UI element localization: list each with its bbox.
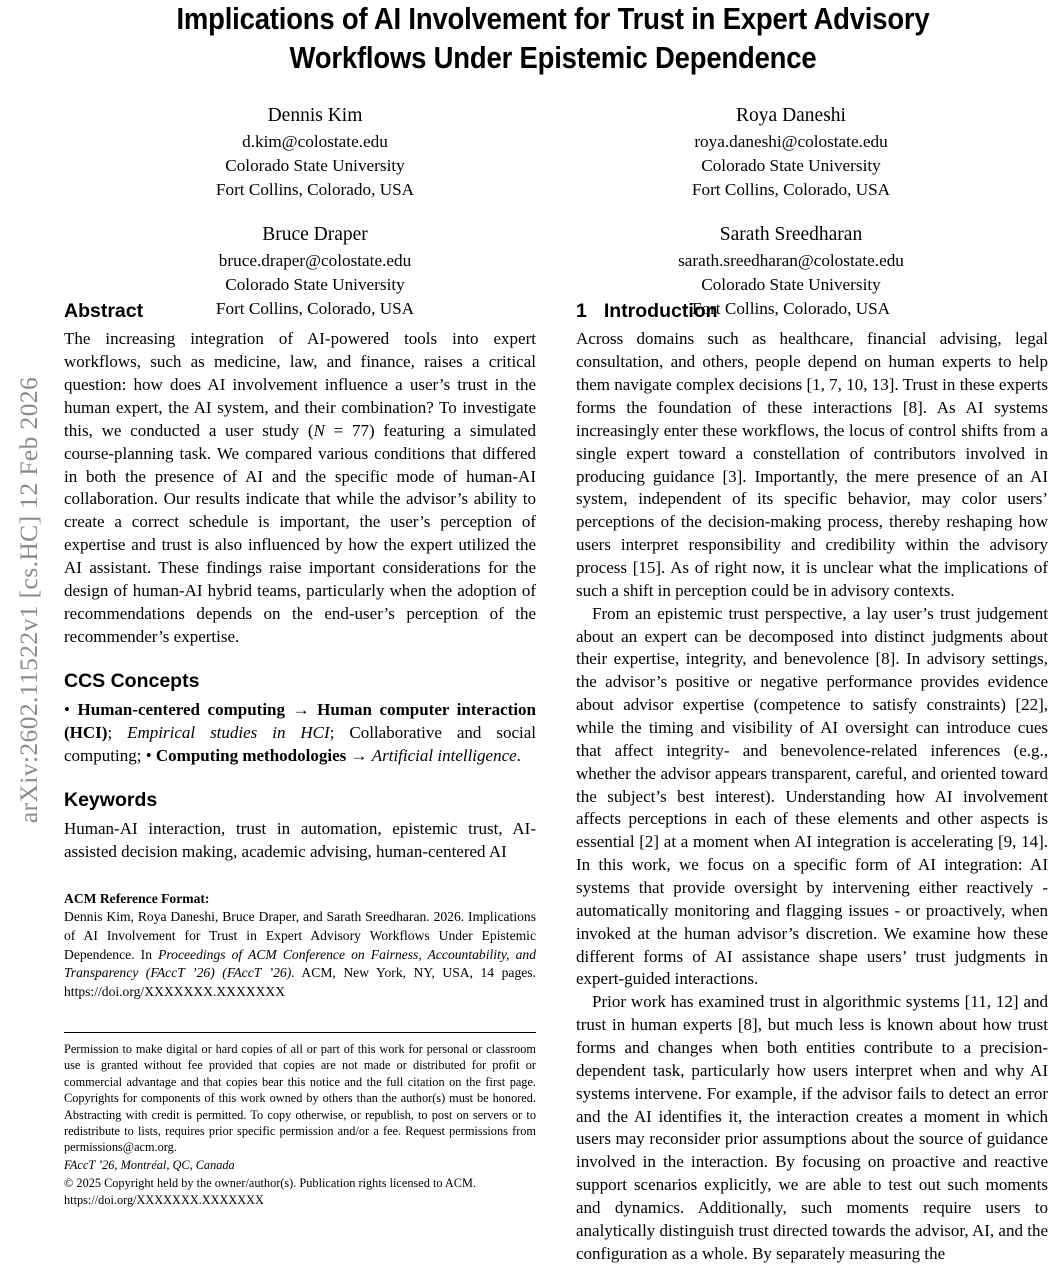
copyright-line: © 2025 Copyright held by the owner/author(s). Publication rights licensed to ACM. xyxy=(64,1176,477,1191)
ccs-bold-c: Computing methodologies xyxy=(155,745,347,765)
author-entry xyxy=(77,102,553,221)
introduction-paragraph-1: Across domains such as healthcare, financial advising, legal consultation, and others, people depend on human experts to help them navigate complex decisions [1, 7, 10, 13]. Trust in these experts forms the foundation of these interactions [8]. As AI systems increasingly enter these workflows, the locus of control shifts from a single expert toward a constellation of contributors involved in producing guidance [3]. Importantly, the mere presence of an AI system, independent of its specific behavior, may color users’ perceptions of the decision-making process, thereby reshaping how users interpret responsibility and credibility within the advisory process [15]. As of right now, it is unclear what the implications of such a shift in perception could be in advisory contexts. xyxy=(576,329,1048,600)
acm-reference-format xyxy=(64,890,536,1002)
author-email[interactable]: sarath.sreedharan@colostate.edu xyxy=(678,250,904,270)
keywords-text: Human-AI interaction, trust in automation, epistemic trust, AI-assisted decision making, academic advising, human-centered AI xyxy=(64,818,536,861)
ccs-bullet-2: • xyxy=(145,745,152,765)
author-email[interactable]: bruce.draper@colostate.edu xyxy=(218,250,412,270)
arxiv-stamp-text: arXiv:2602.11522v1 [cs.HC] 12 Feb 2026 xyxy=(14,376,43,824)
ccs-bold-a: Human-centered computing xyxy=(77,699,286,719)
author-affiliation: Colorado State University xyxy=(701,155,881,175)
ccs-tail-2: . xyxy=(516,745,521,765)
venue-line: FAccT ’26, Montréal, QC, Canada xyxy=(64,1157,235,1172)
doi-link[interactable]: https://doi.org/XXXXXXX.XXXXXXX xyxy=(64,1193,264,1208)
ccs-italic-1: Empirical studies in HCI xyxy=(127,722,330,742)
acm-reference-heading: ACM Reference Format: xyxy=(64,890,210,906)
spacer xyxy=(64,767,536,789)
introduction-paragraph-2: From an epistemic trust perspective, a lay user’s trust judgement about an expert can be decomposed into distinct judgments about their expertise, integrity, and benevolence [8]. In advisory settings, the advisor’s positive or negative performance provides evidence about advisor expertise (competence to satisfy constraints) [22], while the timing and visibility of AI oversight can introduce cues that affect integrity- and benevolence-related inferences (e.g., whether the advisor appears transparent, careful, and oriented toward the subject’s best interest). Understanding how AI involvement affects perceptions in each of these elements and other aspects is essential [2] at a moment when AI integration is accelerating [9, 14]. In this work, we focus on a specific form of AI integration: AI systems that provide oversight by intervening either reactively - automatically monitoring and flagging issues - or proactively, when invoked at the human advisor’s discretion. We examine how these different forms of AI assistance shape users’ trust judgments in expert-guided interactions. xyxy=(576,603,1048,989)
ccs-tail-1: ; Collaborative and social computing; xyxy=(64,722,536,765)
footer-divider xyxy=(64,1032,536,1033)
author-location: Fort Collins, Colorado, USA xyxy=(691,179,891,199)
ccs-bold-b: Human computer interaction (HCI) xyxy=(64,699,536,742)
paper-page xyxy=(58,0,1048,1263)
author-affiliation: Colorado State University xyxy=(701,274,881,294)
author-location: Fort Collins, Colorado, USA xyxy=(691,298,891,318)
author-affiliation: Colorado State University xyxy=(225,155,405,175)
introduction-paragraph-3: Prior work has examined trust in algorithmic systems [11, 12] and trust in human experts [8], but much less is known about how trust forms and changes when both entities contribute to a precision-dependent task, particularly how users interpret when and why AI systems intervene. For example, if the advisor fails to detect an error and the AI identifies it, the interaction creates a moment in which users may reconsider prior assumptions about the source of guidance involved in the interaction. By focusing on proactive and reactive support scenarios explicitly, we are able to test out such moments and dynamics. Additionally, such moments require users to analytically distinguish trust directed towards the advisor, AI, and the configuration as a whole. By separately measuring the xyxy=(576,992,1048,1263)
author-name: Sarath Sreedharan xyxy=(719,223,863,245)
section-title: Introduction xyxy=(603,300,718,322)
author-email[interactable]: roya.daneshi@colostate.edu xyxy=(694,131,888,151)
author-name: Dennis Kim xyxy=(267,105,363,127)
abstract-n-symbol: N xyxy=(313,420,325,440)
spacer xyxy=(64,648,536,670)
ccs-arrow-1: → xyxy=(292,699,310,719)
page-title: Implications of AI Involvement for Trust in Expert Advisory Workflows Under Epistemic Dependence xyxy=(176,2,930,76)
author-email[interactable]: d.kim@colostate.edu xyxy=(242,131,388,151)
acm-reference-part2: ACM, New York, NY, USA, 14 pages. https://doi.org/XXXXXXX.XXXXXXX xyxy=(64,965,536,999)
abstract-text-part2: ) featuring a simulated course-planning task. We compared various conditions that differed in both the presence of AI and the specific mode of human-AI collaboration. Our results indicate that while the advisor’s ability to create a correct schedule is important, the user’s perception of expertise and trust is also influenced by how the expert utilized the AI assistant. These findings raise important considerations for the design of human-AI hybrid teams, particularly when the adoption of recommendations depends on the end-user’s perception of the recommender’s expertise. xyxy=(64,420,536,646)
author-name: Roya Daneshi xyxy=(736,105,846,127)
ccs-text xyxy=(64,699,536,768)
right-column xyxy=(576,300,1048,1263)
ccs-italic-2: Artificial intelligence xyxy=(371,745,517,765)
abstract-n-value: = 77 xyxy=(324,420,369,440)
abstract-text xyxy=(64,328,536,648)
acm-reference-part1: Dennis Kim, Roya Daneshi, Bruce Draper, and Sarath Sreedharan. 2026. Implications of AI Involvement for Trust in Expert Advisory Workflows Under Epistemic Dependence. In xyxy=(64,909,536,962)
ccs-arrow-2: → xyxy=(350,745,368,765)
author-affiliation: Colorado State University xyxy=(225,274,405,294)
ccs-bullet-1: • xyxy=(64,699,70,719)
abstract-text-part1: The increasing integration of AI-powered tools into expert workflows, such as medicine, law, and finance, raises a critical question: how does AI involvement influence a user’s trust in the human expert, the AI system, and their combination? To investigate this, we conducted a user study ( xyxy=(64,329,536,440)
copyright-footer xyxy=(64,1032,536,1209)
author-entry xyxy=(553,102,1029,221)
arxiv-stamp xyxy=(0,0,58,1200)
introduction-heading xyxy=(576,300,1048,323)
acm-reference-italic: Proceedings of ACM Conference on Fairness, Accountability, and Transparency (FAccT ’26) (FAccT ’26). xyxy=(64,946,537,981)
permission-notice: Permission to make digital or hard copies of all or part of this work for personal or classroom use is granted without fee provided that copies are not made or distributed for profit or commercial advantage and that copies bear this notice and the full citation on the first page. Copyrights for components of this work owned by others than the author(s) must be honored. Abstracting with credit is permitted. To copy otherwise, or republish, to post on servers or to redistribute to lists, requires prior specific permission and/or a fee. Request permissions from permissions@acm.org. xyxy=(64,1042,536,1155)
ccs-semicolon: ; xyxy=(107,722,128,742)
keywords-heading: Keywords xyxy=(64,789,158,812)
abstract-heading: Abstract xyxy=(64,300,144,322)
author-location: Fort Collins, Colorado, USA xyxy=(215,298,415,318)
author-name: Bruce Draper xyxy=(262,223,368,245)
author-location: Fort Collins, Colorado, USA xyxy=(215,179,415,199)
section-number: 1 xyxy=(576,300,587,322)
title-block xyxy=(83,0,1023,78)
ccs-heading: CCS Concepts xyxy=(64,670,200,693)
